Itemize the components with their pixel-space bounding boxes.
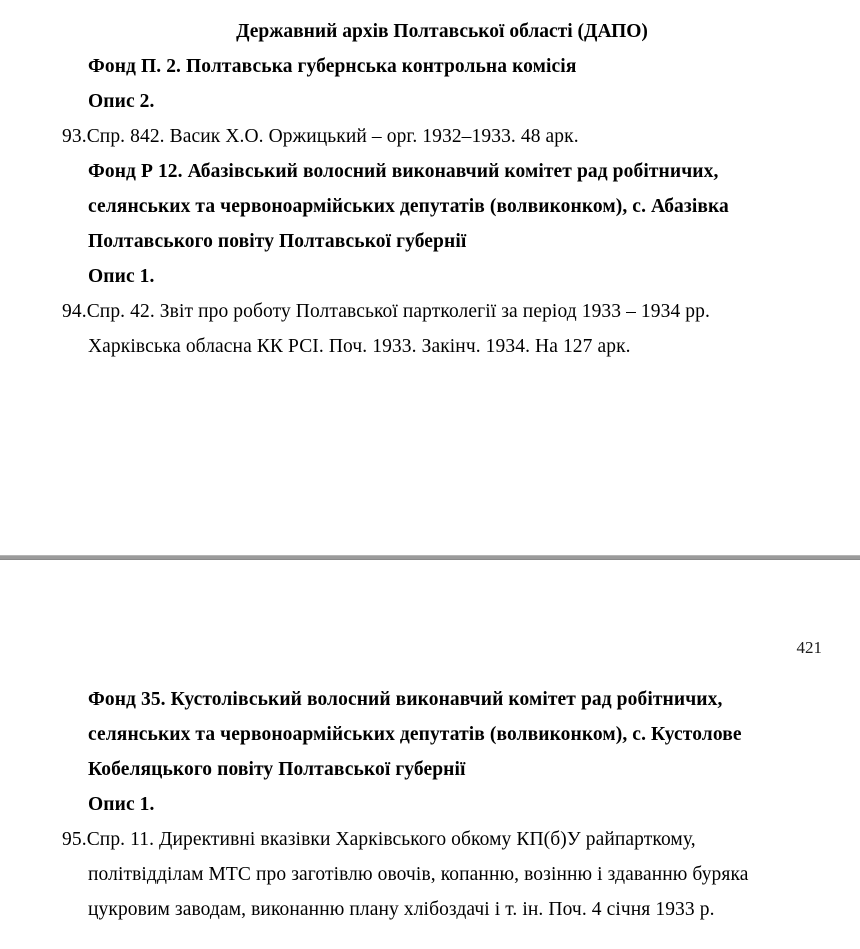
opys-heading-1-second: Опис 1. [88,794,155,815]
fond-heading-35-line-1: Фонд 35. Кустолівський волосний виконавчий комітет рад робітничих, [88,689,723,710]
entry-95-line-1 [62,822,822,857]
opys-heading-1-first: Опис 1. [88,266,155,287]
fond-heading-r12-line-2: селянських та червоноармійських депутатів (волвиконком), с. Абазівка [88,196,729,217]
opys-heading-2: Опис 2. [88,91,155,112]
entry-93 [62,119,822,154]
page-number: 421 [796,638,822,657]
entry-94-text-line-1: Спр. 42. Звіт про роботу Полтавської партколегії за період 1933 – 1934 рр. [86,301,710,322]
entry-95-line-3: цукровим заводам, виконанню плану хлібоздачі і т. ін. Поч. 4 січня 1933 р. [88,899,715,920]
archive-title: Державний архів Полтавської області (ДАПО) [236,21,648,42]
page-2-text-column [62,682,822,927]
entry-95-line-2: політвідділам МТС про заготівлю овочів, копанню, возінню і здаванню буряка [88,864,749,885]
entry-95-number: 95. [62,829,87,850]
fond-heading-p2: Фонд П. 2. Полтавська губернська контрольна комісія [88,56,577,77]
fond-heading-35-line-3: Кобеляцького повіту Полтавської губернії [88,759,466,780]
fond-heading-r12-line-3: Полтавського повіту Полтавської губернії [88,231,467,252]
entry-95-text-line-1: Спр. 11. Директивні вказівки Харківського обкому КП(б)У райпарткому, [86,829,696,850]
fond-heading-35-line-2: селянських та червоноармійських депутатів (волвиконком), с. Кустолове [88,724,742,745]
entry-93-number: 93. [62,126,87,147]
page-1-text-column [62,14,822,364]
entry-94-line-2: Харківська обласна КК РСІ. Поч. 1933. Закінч. 1934. На 127 арк. [88,336,631,357]
document-page-2 [0,560,860,949]
entry-94-number: 94. [62,301,87,322]
entry-94-line-1 [62,294,822,329]
fond-heading-r12-line-1: Фонд Р 12. Абазівський волосний виконавчий комітет рад робітничих, [88,161,719,182]
entry-93-text: Спр. 842. Васик Х.О. Оржицький – орг. 1932–1933. 48 арк. [86,126,579,147]
